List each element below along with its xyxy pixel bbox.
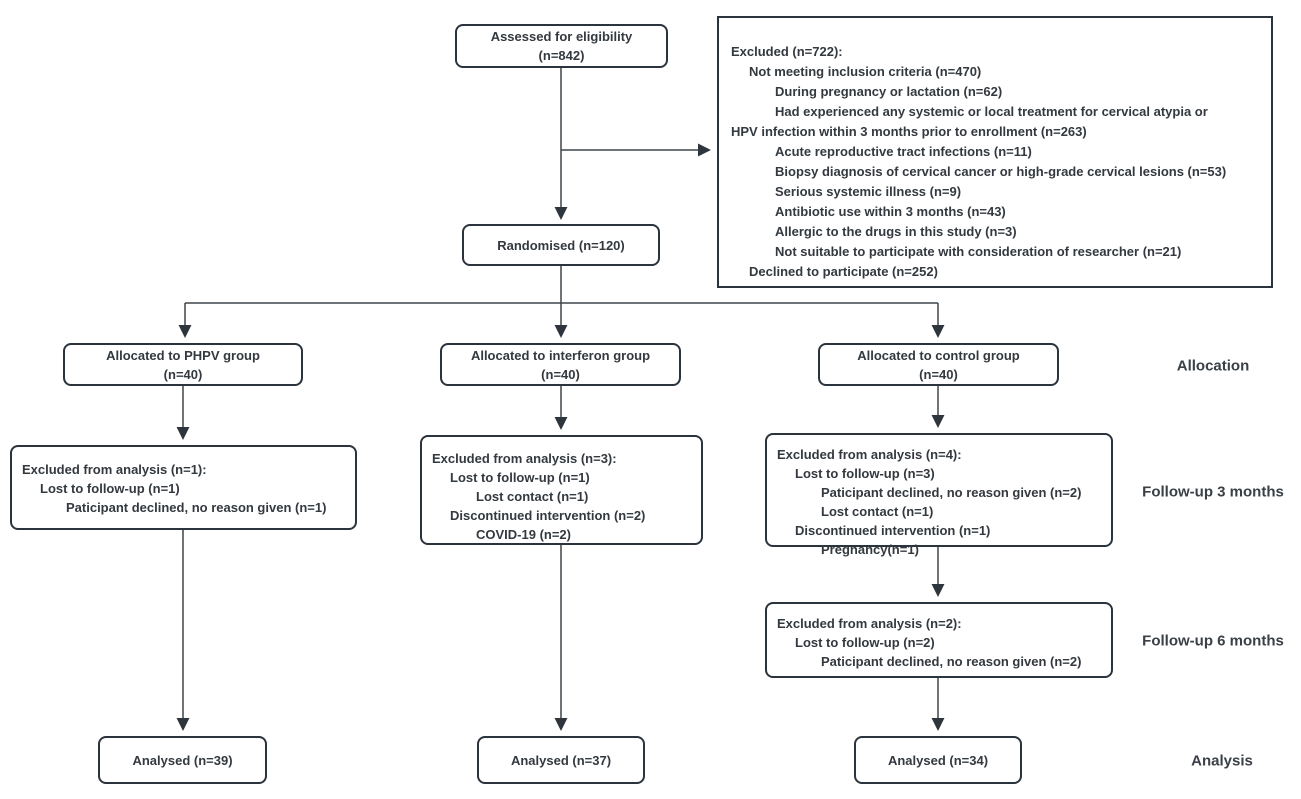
box-text-line: Excluded (n=722): — [731, 44, 843, 59]
box-text-line: Serious systemic illness (n=9) — [775, 184, 962, 199]
analysed-phpv-box — [98, 736, 267, 784]
box-text-line: Excluded from analysis (n=2): — [777, 616, 962, 631]
box-text-line: Analysed (n=37) — [510, 752, 612, 768]
excluded-reasons-box — [717, 16, 1273, 288]
box-text-line: Biopsy diagnosis of cervical cancer or high-grade cervical lesions (n=53) — [775, 164, 1227, 179]
box-text-line: Not suitable to participate with consideration of researcher (n=21) — [775, 244, 1182, 259]
box-text-line: Acute reproductive tract infections (n=11) — [775, 144, 1032, 159]
box-text-line: Paticipant declined, no reason given (n=1) — [66, 500, 327, 515]
allocated-phpv-box — [63, 343, 303, 386]
box-text-line: Randomised (n=120) — [497, 237, 625, 253]
allocated-control-box — [818, 343, 1059, 386]
box-text-line: (n=40) — [919, 366, 958, 382]
followup6-control-excluded-box — [765, 602, 1113, 678]
box-text-line: Not meeting inclusion criteria (n=470) — [749, 64, 982, 79]
box-text-line: Had experienced any systemic or local treatment for cervical atypia or — [775, 104, 1208, 119]
stage-label-followup-3-months: Follow-up 3 months — [1142, 483, 1284, 501]
box-text-line: Allocated to interferon group — [470, 347, 651, 363]
box-text-line: (n=40) — [163, 366, 203, 382]
followup3-control-excluded-box — [765, 433, 1113, 557]
box-text-line: Lost to follow-up (n=1) — [40, 481, 180, 496]
stage-label-analysis: Analysis — [1191, 752, 1253, 770]
box-text-line: Excluded from analysis (n=3): — [432, 451, 617, 466]
box-text-line: Paticipant declined, no reason given (n=2) — [821, 485, 1082, 500]
box-text-line: Allocated to control group — [857, 347, 1020, 363]
box-text-line: Excluded from analysis (n=4): — [777, 447, 962, 462]
box-text-line: Antibiotic use within 3 months (n=43) — [775, 204, 1006, 219]
analysed-control-box — [854, 736, 1022, 784]
analysed-interferon-box — [477, 736, 645, 784]
box-text-line: Analysed (n=34) — [887, 752, 989, 768]
box-text-line: Lost to follow-up (n=3) — [795, 466, 935, 481]
box-text-line: Discontinued intervention (n=2) — [450, 508, 646, 523]
box-text-line: Lost contact (n=1) — [821, 504, 934, 519]
box-text-line: Lost contact (n=1) — [476, 489, 589, 504]
box-text-line: Pregnancy(n=1) — [821, 542, 919, 557]
box-text-line: (n=40) — [541, 366, 580, 382]
box-text-line: Allergic to the drugs in this study (n=3) — [775, 224, 1017, 239]
allocated-interferon-box — [440, 343, 681, 386]
followup3-phpv-excluded-box — [10, 445, 357, 530]
box-text-line: COVID-19 (n=2) — [476, 527, 571, 542]
box-text-line: (n=842) — [538, 48, 585, 63]
box-text-line: Declined to participate (n=252) — [749, 264, 938, 279]
stage-label-followup-6-months: Follow-up 6 months — [1142, 632, 1284, 650]
box-text-line: Lost to follow-up (n=2) — [795, 635, 935, 650]
box-text-line: HPV infection within 3 months prior to enrollment (n=263) — [731, 124, 1087, 139]
assessed-eligibility-box — [455, 24, 668, 68]
followup3-interferon-excluded-box — [420, 435, 703, 545]
box-text-line: During pregnancy or lactation (n=62) — [775, 84, 1003, 99]
stage-label-allocation: Allocation — [1176, 357, 1250, 375]
box-text-line: Assessed for eligibility — [490, 29, 633, 44]
box-text-line: Lost to follow-up (n=1) — [450, 470, 590, 485]
box-text-line: Analysed (n=39) — [132, 752, 233, 768]
box-text-line: Excluded from analysis (n=1): — [22, 462, 207, 477]
box-text-line: Paticipant declined, no reason given (n=2) — [821, 654, 1082, 669]
box-text-line: Discontinued intervention (n=1) — [795, 523, 991, 538]
box-text-line: Allocated to PHPV group — [106, 347, 260, 363]
randomised-box — [462, 224, 660, 266]
